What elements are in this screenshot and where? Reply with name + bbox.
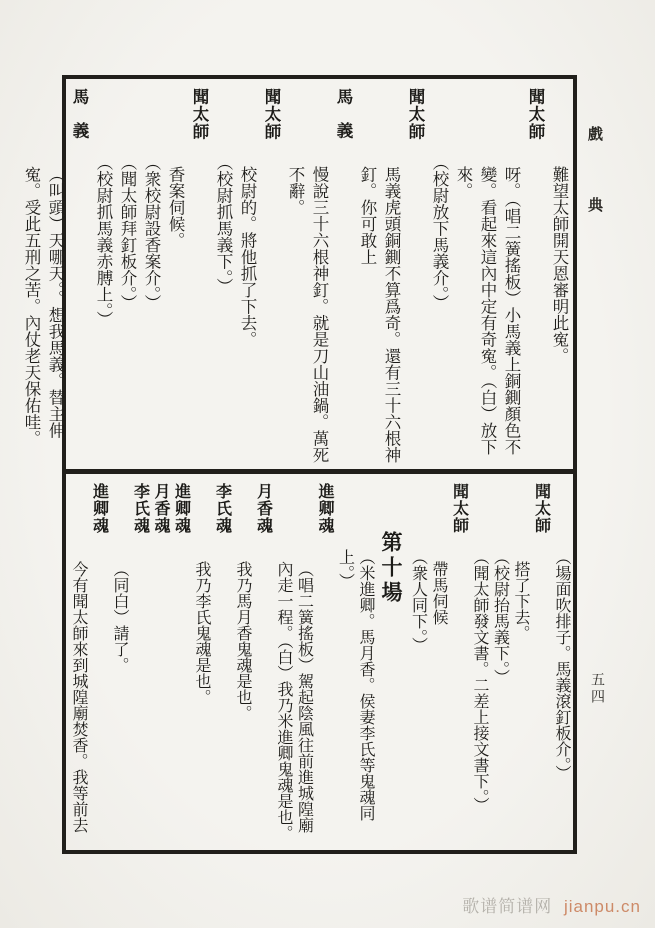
speech-text: 呀。（唱二簧搖板）小馬義上銅鍘顏色不變。看起來這內中定有奇寃。（白）放下來。 — [454, 166, 521, 455]
stage-direction: （米進卿。馬月香。侯妻李氏等鬼魂同上。） — [336, 549, 374, 821]
speech-text: 香案伺候。 — [166, 166, 185, 249]
watermark-domain-link[interactable]: jianpu.cn — [563, 897, 641, 916]
speech-text: 馬義虎頭銅鍘不算爲奇。還有三十六根神釘。你可敢上 — [358, 166, 401, 463]
stage-direction: （聞太師拜釘板介。） — [118, 154, 137, 311]
speech-text: 今有聞太師來到城隍廟焚香。我等前去 — [70, 561, 87, 833]
stage-direction: （聞太師發文書。二差上接文書下。） — [471, 549, 488, 813]
speaker-name: 進卿魂 — [316, 483, 333, 534]
stage-direction: （校尉抬馬義下。） — [491, 549, 509, 685]
speaker-name: 月香魂 — [254, 483, 272, 534]
text-frame — [22, 75, 577, 854]
speaker-name: 聞太師 — [532, 483, 550, 534]
book-title-margin: 戲典 — [586, 126, 602, 268]
speech-text: （唱二簧搖板）駕起陰風往前進城隍廟內走一程。（白）我乃米進卿鬼魂是也。 — [275, 561, 313, 841]
stage-direction: （校尉抓馬義赤膊上。） — [94, 154, 113, 328]
page-number: 五四 — [589, 672, 604, 706]
speaker-name: 聞太師 — [262, 88, 281, 141]
speaker-name: 李氏魂 — [213, 483, 231, 534]
speech-text: 慢說三十六根神釘。就是刀山油鍋。萬死不辭。 — [286, 166, 329, 463]
speech-text: （叫頭）天哪天。。想我馬義。替主伸寃。受此五刑之苦。內仗老天保佑哇。 — [22, 166, 65, 447]
speech-text: 我乃李氏鬼魂是也。 — [193, 561, 210, 705]
stage-direction: （校尉抓馬義下。） — [214, 154, 233, 295]
speech-text: 我乃馬月香鬼魂是也。 — [234, 561, 251, 721]
speaker-name: 進卿魂 — [90, 483, 108, 534]
watermark — [462, 892, 641, 917]
script-section-bottom — [66, 474, 573, 850]
speech-text: 搭了下去。 — [512, 561, 529, 641]
stage-direction: （場面吹排子。馬義滾釘板介。） — [553, 549, 570, 781]
speech-text: 帶馬伺候 — [430, 561, 447, 625]
speaker-name: 馬義 — [334, 88, 353, 156]
scene-heading: 第十場 — [379, 531, 403, 606]
script-section-top — [22, 79, 573, 469]
speaker-name: 聞太師 — [406, 88, 425, 141]
stage-direction: （衆人同下。） — [409, 549, 427, 653]
speech-text: 校尉的。將他抓了下去。 — [238, 166, 257, 348]
speech-text: （同白）請了。 — [111, 561, 128, 673]
speaker-name: 聞太師 — [190, 88, 209, 141]
watermark-site-name: 歌谱简谱网 — [462, 897, 553, 916]
speech-text: 難望太師開天恩審明此寃。 — [550, 166, 569, 364]
speaker-name: 馬義 — [70, 88, 89, 156]
speaker-name: 月香魂 — [152, 483, 169, 534]
speaker-name: 聞太師 — [526, 88, 545, 141]
stage-direction: （校尉放下馬義介。） — [430, 154, 449, 311]
speaker-name: 李氏魂 — [131, 483, 149, 534]
speaker-name: 進卿魂 — [172, 483, 190, 534]
speaker-name: 聞太師 — [450, 483, 468, 534]
stage-direction: （衆校尉設香案介。） — [142, 154, 161, 311]
